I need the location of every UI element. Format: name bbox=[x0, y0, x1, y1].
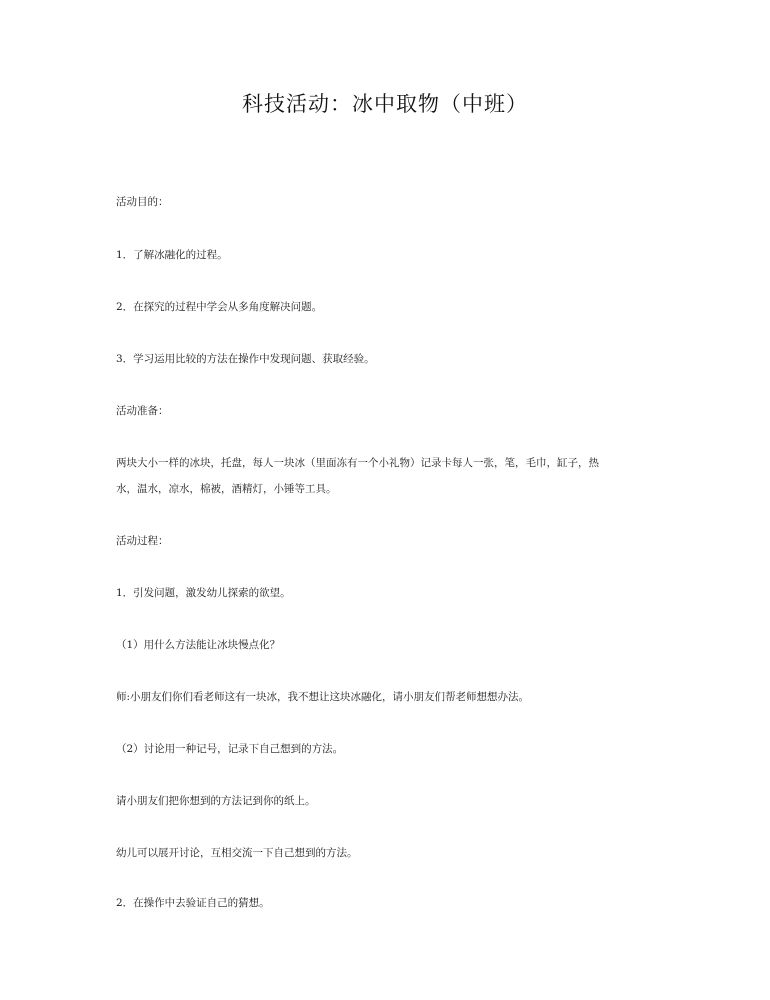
teacher-prompt: 师:小朋友们你们看老师这有一块冰，我不想让这块冰融化，请小朋友们帮老师想想办法。 bbox=[116, 691, 530, 703]
preparation-text-line-2: 水，温水，凉水，棉被，酒精灯，小锤等工具。 bbox=[116, 483, 337, 495]
goal-item-1: 1．了解冰融化的过程。 bbox=[116, 249, 228, 261]
instruction-discuss: 幼儿可以展开讨论，互相交流一下自己想到的方法。 bbox=[116, 847, 358, 859]
process-substep-2: （2）讨论用一种记号，记录下自己想到的方法。 bbox=[116, 743, 344, 755]
process-step-1: 1．引发问题，激发幼儿探索的欲望。 bbox=[116, 587, 291, 599]
section-heading-goals: 活动目的： bbox=[116, 196, 169, 208]
section-heading-process: 活动过程： bbox=[116, 535, 169, 547]
section-heading-preparation: 活动准备： bbox=[116, 405, 169, 417]
document-title: 科技活动：冰中取物（中班） bbox=[242, 92, 528, 116]
goal-item-2: 2．在探究的过程中学会从多角度解决问题。 bbox=[116, 301, 323, 313]
goal-item-3: 3．学习运用比较的方法在操作中发现问题、获取经验。 bbox=[116, 353, 375, 365]
preparation-text-line-1: 两块大小一样的冰块，托盘，每人一块冰（里面冻有一个小礼物）记录卡每人一张，笔，毛巾，缸子，热 bbox=[116, 457, 599, 469]
instruction-record: 请小朋友们把你想到的方法记到你的纸上。 bbox=[116, 795, 316, 807]
process-step-2: 2．在操作中去验证自己的猜想。 bbox=[116, 897, 270, 909]
process-substep-1: （1）用什么方法能让冰块慢点化？ bbox=[116, 639, 281, 651]
